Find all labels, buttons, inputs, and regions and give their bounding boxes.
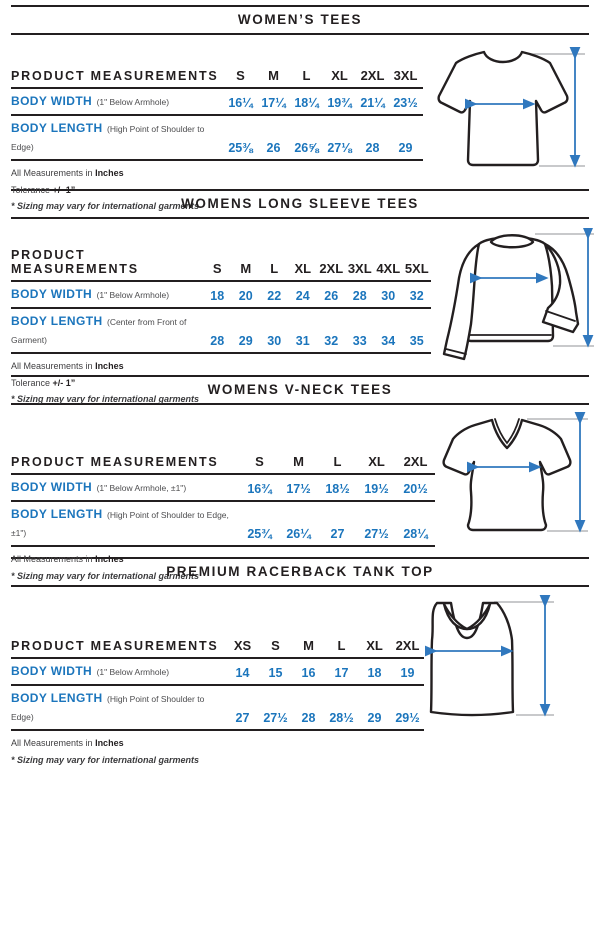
row-detail: (1" Below Armhole) xyxy=(96,97,170,107)
body-width-row xyxy=(11,475,435,502)
size-header: 5XL xyxy=(404,261,429,276)
measurement-value: 32 xyxy=(324,334,339,348)
measurement-value: 28 xyxy=(301,711,316,725)
tolerance-note: Tolerance +/- 1” xyxy=(11,184,76,195)
measurement-value: 14 xyxy=(235,666,250,680)
measurement-value: 28½ xyxy=(329,711,354,725)
torso-outline xyxy=(466,237,553,341)
measurement-value: 27 xyxy=(235,711,250,725)
measurement-value: 34 xyxy=(381,334,396,348)
size-header: XL xyxy=(294,261,312,276)
section-content xyxy=(0,587,600,770)
section-title: WOMEN’S TEES xyxy=(237,12,363,27)
measurement-value: 21¼ xyxy=(360,96,385,110)
measurement-value: 18 xyxy=(210,289,225,303)
measurement-value: 17¼ xyxy=(261,96,286,110)
sizing-note: * Sizing may vary for international garments xyxy=(11,201,200,212)
size-header: M xyxy=(293,454,304,469)
measurement-value: 19¾ xyxy=(327,96,352,110)
measurement-value: 26⅝ xyxy=(294,141,319,155)
measurement-value: 28 xyxy=(210,334,225,348)
racerback-tank-illustration xyxy=(424,594,589,770)
measurements-note: All Measurements in Inches xyxy=(11,738,124,748)
size-header: XL xyxy=(331,68,348,83)
measurement-value: 20 xyxy=(238,289,253,303)
v-neck-outline xyxy=(444,420,571,530)
row-label: BODY LENGTH xyxy=(11,507,103,521)
measurement-value: 33 xyxy=(352,334,367,348)
tolerance-note: Tolerance +/- 1” xyxy=(11,377,76,388)
measurement-value: 17½ xyxy=(286,482,311,496)
measurements-header: PRODUCT MEASUREMENTS xyxy=(11,455,219,469)
body-length-row xyxy=(11,309,431,354)
measurement-value: 20½ xyxy=(403,482,428,496)
measurements-header: PRODUCT MEASUREMENTS xyxy=(11,69,219,83)
measurement-value: 16 xyxy=(301,666,316,680)
measurement-value: 30 xyxy=(381,289,396,303)
measurement-value: 30 xyxy=(267,334,282,348)
measurement-value: 22 xyxy=(267,289,282,303)
long-sleeve-tee-illustration xyxy=(431,228,596,375)
size-header: 2XL xyxy=(360,68,385,83)
measurement-value: 16¾ xyxy=(247,482,272,496)
measurements-note: All Measurements in Inches xyxy=(11,554,124,564)
measurement-value: 28 xyxy=(365,141,380,155)
measurements-table xyxy=(11,635,424,770)
measurement-value: 26¼ xyxy=(286,527,311,541)
row-label: BODY LENGTH xyxy=(11,691,103,705)
measurement-value: 26 xyxy=(324,289,339,303)
measurement-value: 29 xyxy=(398,141,413,155)
measurement-value: 17 xyxy=(334,666,349,680)
measurement-value: 26 xyxy=(266,141,281,155)
body-length-row xyxy=(11,686,424,731)
measurement-value: 19 xyxy=(400,666,415,680)
measurement-value: 27½ xyxy=(364,527,389,541)
row-detail: (1" Below Armhole) xyxy=(96,667,170,677)
section-title: WOMENS LONG SLEEVE TEES xyxy=(181,196,419,211)
sizing-note: * Sizing may vary for international garments xyxy=(11,570,200,581)
section-racerback-tank xyxy=(0,557,600,770)
body-length-row xyxy=(11,502,435,547)
size-header: XS xyxy=(233,638,252,653)
sizing-note: * Sizing may vary for international garments xyxy=(11,754,200,765)
size-header: XL xyxy=(368,454,385,469)
row-detail: (1" Below Armhole, ±1") xyxy=(96,483,187,493)
measurement-value: 27½ xyxy=(263,711,288,725)
measurements-note: All Measurements in Inches xyxy=(11,361,124,371)
measurement-value: 28 xyxy=(352,289,367,303)
short-sleeve-tee-illustration xyxy=(429,44,589,189)
measurements-header: PRODUCT MEASUREMENTS xyxy=(11,639,219,653)
size-header: S xyxy=(236,68,245,83)
size-header: 2XL xyxy=(395,638,420,653)
size-header: M xyxy=(268,68,279,83)
table-header-row xyxy=(11,635,424,659)
measurement-value: 18¼ xyxy=(294,96,319,110)
size-header: S xyxy=(212,261,222,276)
measurement-value: 27⅛ xyxy=(327,141,352,155)
v-neck-tee-illustration xyxy=(435,410,595,557)
size-header: M xyxy=(240,261,252,276)
measurement-value: 29½ xyxy=(395,711,420,725)
size-header: 2XL xyxy=(319,261,344,276)
measurement-value: 18½ xyxy=(325,482,350,496)
row-detail: (High Point of Shoulder to Edge) xyxy=(11,124,205,152)
sizing-note: * Sizing may vary for international garments xyxy=(11,394,200,405)
size-header: 3XL xyxy=(393,68,418,83)
row-detail: (Center from Front of Garment) xyxy=(11,317,187,345)
section-title: WOMENS V-NECK TEES xyxy=(207,382,393,397)
size-header: L xyxy=(337,638,346,653)
measurement-value: 15 xyxy=(268,666,283,680)
measurement-value: 29 xyxy=(367,711,382,725)
size-header: L xyxy=(333,454,342,469)
measurement-value: 27 xyxy=(330,527,345,541)
measurement-value: 32 xyxy=(409,289,424,303)
row-detail: (High Point of Shoulder to Edge) xyxy=(11,694,205,722)
table-header-row xyxy=(11,245,431,282)
row-label: BODY LENGTH xyxy=(11,121,103,135)
collar-outline xyxy=(491,235,533,247)
size-header: L xyxy=(302,68,311,83)
row-detail: (1" Below Armhole) xyxy=(96,290,170,300)
tee-outline xyxy=(439,52,568,165)
body-width-row xyxy=(11,282,431,309)
measurement-value: 28¼ xyxy=(403,527,428,541)
section-title-bar xyxy=(11,5,589,35)
measurement-value: 31 xyxy=(295,334,310,348)
measurement-value: 23½ xyxy=(393,96,418,110)
size-header: 3XL xyxy=(347,261,372,276)
size-header: M xyxy=(303,638,314,653)
measurement-value: 25⅜ xyxy=(228,141,253,155)
measurements-note: All Measurements in Inches xyxy=(11,168,124,178)
measurements-header: PRODUCT MEASUREMENTS xyxy=(11,248,139,276)
size-header: S xyxy=(271,638,280,653)
row-label: BODY WIDTH xyxy=(11,664,93,678)
size-header: S xyxy=(255,454,264,469)
body-length-row xyxy=(11,116,423,161)
row-label: BODY WIDTH xyxy=(11,480,93,494)
row-detail: (High Point of Shoulder to Edge, ±1") xyxy=(11,510,229,538)
table-notes xyxy=(11,737,424,766)
section-title: PREMIUM RACERBACK TANK TOP xyxy=(166,564,434,579)
measurement-value: 25¾ xyxy=(247,527,272,541)
size-header: L xyxy=(270,261,279,276)
measurement-value: 16¼ xyxy=(228,96,253,110)
body-width-row xyxy=(11,659,424,686)
measurement-value: 19½ xyxy=(364,482,389,496)
measurement-value: 24 xyxy=(295,289,310,303)
measurement-value: 18 xyxy=(367,666,382,680)
row-label: BODY LENGTH xyxy=(11,314,103,328)
tank-outline xyxy=(431,603,513,715)
size-header: XL xyxy=(366,638,383,653)
size-header: 4XL xyxy=(376,261,401,276)
size-header: 2XL xyxy=(403,454,428,469)
body-width-row xyxy=(11,89,423,116)
measurement-value: 35 xyxy=(409,334,424,348)
row-label: BODY WIDTH xyxy=(11,287,93,301)
table-header-row xyxy=(11,451,435,475)
table-header-row xyxy=(11,65,423,89)
row-label: BODY WIDTH xyxy=(11,94,93,108)
measurement-value: 29 xyxy=(238,334,253,348)
